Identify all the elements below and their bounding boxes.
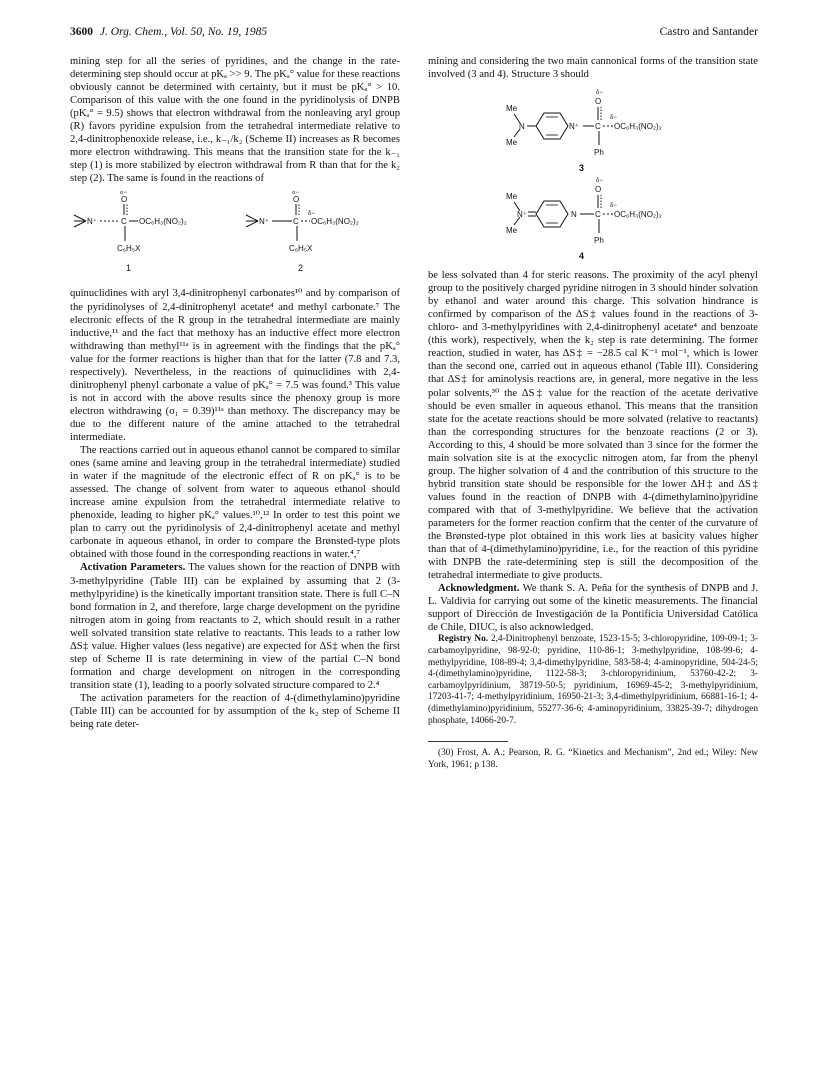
structure-label-4: 4: [579, 251, 585, 262]
s2-delta: δ−: [292, 191, 299, 197]
structure-label-3: 3: [579, 163, 585, 174]
structure-label-1: 1: [126, 263, 132, 274]
s3-delta: δ−: [596, 90, 603, 97]
s2-n: N⁺: [259, 217, 269, 227]
header-left: [70, 26, 267, 38]
section-heading: Activation Parameters.: [80, 562, 186, 574]
s3-o: O: [595, 97, 602, 107]
canonical-forms-3-4: [428, 85, 758, 263]
s3-n: N: [519, 122, 525, 132]
s4-delta-sub: δ−: [610, 203, 617, 210]
s4-nplus: N⁺: [517, 210, 527, 220]
paragraph: quinuclidines with aryl 3,4-dinitrophenyl carbonates¹⁰ and by comparison of the pyridinolyses of 2,4-dinitrophenyl acetate⁴ and methyl carbonate.⁷ The electronic effects of the R group in the tetrahedral intermediate are mainly inductive,¹¹ and the fact that methoxy has an inductive effect more electron withdrawing than methyl¹¹ᵃ is in agreement with the findings that the pKₐ° value for the former reactions is higher than that for the latter (7.8 and 7.3, respectively). Nevertheless, in the reactions of quinuclidines with 2,4-dinitrophenyl phenyl carbonate a value of pKₐ° = 7.5 was found.³ This value is not in accord with the above results since the phenoxy group is more electron withdrawing (σ₁ = 0.39)¹¹ᵃ than methoxy. The discrepancy may be due to the different nature of the amine attached to the tetrahedral intermediate.: [70, 288, 400, 443]
right-column: [428, 55, 758, 771]
page-number: 3600: [70, 26, 93, 38]
ack-heading: Acknowledgment.: [438, 583, 520, 595]
paragraph: The activation parameters for the reaction of 4-(dimethylamino)pyridine (Table III) can be accounted for by assumption of the k₂ step of Scheme II being rate deter-: [70, 692, 400, 731]
s4-o: O: [595, 185, 602, 195]
s2-leaving-group: OC₆H₃(NO₂)₂: [311, 217, 359, 227]
acknowledgment: Acknowledgment. We thank S. A. Peña for the synthesis of DNPB and J. L. Valdivia for carrying out some of the kinetic measurements. The financial support of Dirección de Investigación de la Pontificia Universidad Católica de Chile, DIUC, is also acknowledged.: [428, 583, 758, 634]
structure-label-2: 2: [298, 263, 304, 274]
s4-delta: δ−: [596, 178, 603, 185]
s3-me-top: Me: [506, 104, 518, 114]
s3-me-bottom: Me: [506, 138, 518, 148]
s4-leaving-group: OC₆H₃(NO₂)₂: [614, 210, 662, 220]
structures-1-2: [70, 191, 400, 279]
journal-citation: J. Org. Chem., Vol. 50, No. 19, 1985: [99, 26, 268, 38]
s2-bottom: C₆H₅X: [289, 244, 313, 254]
registry-heading: Registry No.: [438, 634, 489, 645]
s1-bottom: C₆H₅X: [117, 244, 141, 254]
svg-text:C: C: [121, 217, 127, 227]
svg-text:C: C: [595, 122, 601, 132]
s1-o: O: [121, 195, 128, 205]
transition-state-structures-1-2: [70, 191, 400, 279]
paragraph: be less solvated than 4 for steric reasons. The proximity of the acyl phenyl group to the positively charged pyridine nitrogen in 3 should hinder solvation by ethanol and water around this charge. This solvation hindrance is confirmed by comparison of the ΔS‡ values found in the reactions of 3-chloro- and 3-methylpyridines with 2,4-dinitrophenyl acetate⁴ and benzoate (this work), respectively, when the k₂ step is rate determining. The former reaction, studied in water, has ΔS‡ = −28.5 cal K⁻¹ mol⁻¹, which is lower than the second one, carried out in aqueous ethanol (Table III). Considering that ΔS‡ for aminolysis reactions are, in general, more negative in the less polar solvents,³⁰ the ΔS‡ value for the reaction of the acetate derivative should be even smaller in aqueous ethanol. This means that the transition state for the acetate reactions should be more solvated (relative to reactants) than the corresponding structures for the benzoate reactions (2 or 3). According to this, 4 should be more solvated than 3 since for the former the main solvation site is at the exocyclic nitrogen atom, far from the phenyl group. The higher solvation of 4 and the contribution of this structure to the hybrid transition state should be responsible for the lower ΔH‡ and ΔS‡ values found in the reaction of DNPB with 4-(dimethylamino)pyridine compared with that of 3-methylpyridine. We believe that the activation parameters for the former reaction confirm that the center of the curvature of the Brønsted-type plot obtained in this work lies at basicity values higher than that of 4-(dimethylamino)pyridine, i.e., for the reaction of this pyridine with DNPB the rate-determining step is still the decomposition of the tetrahedral intermediate to give products.: [428, 270, 758, 582]
registry-numbers: Registry No. 2,4-Dinitrophenyl benzoate, 1523-15-5; 3-chloropyridine, 109-09-1; 3-carbamoylpyridine, 98-92-0; pyridine, 110-86-1; 3-methylpyridine, 108-99-6; 4-methylpyridine, 108-89-4; 3,4-dimethylpyridine, 583-58-4; 4-aminopyridine, 504-24-5; 4-(dimethylamino)pyridine, 1122-58-3; 3-chloropyridinium, 53760-42-2; 3-carbamoylpyridinium, 38719-50-5; pyridinium, 16969-45-2; 3-methylpyridinium, 17203-41-7; 4-methylpyridinium, 16950-21-3; 3,4-dimethylpyridinium, 66881-16-1; 4-(dimethylamino)pyridinium, 55277-36-6; 4-aminopyridinium, 33825-39-7; dihydrogen phosphate, 14066-20-7.: [428, 634, 758, 726]
s2-delta-sub: δ−: [308, 211, 315, 218]
s3-delta-sub: δ−: [610, 115, 617, 122]
paragraph: mining step for all the series of pyridines, and the change in the rate-determining step should occur at pKₐ >> 9. The pKₐ° value for these reactions obviously cannot be determined with certainty, but it must be pKₐ° > 10. Comparison of this value with the one found in the pyridinolysis of DNPB (pKₐ° = 9.5) shows that electron withdrawal from the nonleaving aryl group (R) favors pyridine expulsion from the tetrahedral intermediate relative to 2,4-dinitrophenoxide release, i.e., k₋₁/k₂ (Scheme II) increases as R becomes more electron withdrawing. This means that the transition state for the k₋₁ step (1) is more stabilized by electron withdrawal from R than that for the k₂ step (2). The same is found in the reactions of: [70, 56, 400, 185]
paragraph: mining and considering the two main cannonical forms of the transition state involved (3 and 4). Structure 3 should: [428, 56, 758, 81]
s4-me-top: Me: [506, 192, 518, 202]
s3-bottom: Ph: [594, 148, 604, 158]
s4-me-bottom: Me: [506, 226, 518, 236]
footnote-divider: [428, 741, 508, 742]
s3-leaving-group: OC₆H₃(NO₂)₂: [614, 122, 662, 132]
s4-n: N: [571, 210, 577, 220]
s1-leaving-group: OC₆H₃(NO₂)₂: [139, 217, 187, 227]
paragraph: The reactions carried out in aqueous ethanol cannot be compared to similar ones (same amine and leaving group in the tetrahedral intermediate) studied in water if the magnitude of the electronic effect of R on pKₐ° is to be assessed. The change of solvent from water to aqueous ethanol should increase amine expulsion from the tetrahedral intermediate relative to phenoxide, leading to higher pKₐ° values.¹⁰,¹² In order to test this point we plan to carry out the pyridinolysis of 2,4-dinitrophenyl acetate and methyl carbonate in aqueous ethanol, in order to compare the Brønsted-type plots obtained with those found in the corresponding reactions in water.⁴,⁷: [70, 445, 400, 561]
header-authors: Castro and Santander: [659, 26, 758, 38]
footnote-30: (30) Frost, A. A.; Pearson, R. G. “Kinetics and Mechanism”, 2nd ed.; Wiley: New York, 1961; p 138.: [428, 748, 758, 770]
s3-nplus: N⁺: [569, 122, 579, 132]
paragraph-activation-parameters: Activation Parameters. The values shown for the reaction of DNPB with 3-methylpyridine (Table III) can be explained by assuming that 2 (3-methylpyridine) is the kinetically important transition state. There is full C–N bond formation in 2, and therefore, large charge development on the pyridine nitrogen atom in going from reactants to 2, which should result in a rather well solvated transition state relative to reactants. This leads to a rather low ΔS‡ value. Higher values (less negative) are expected for ΔS‡ when the first step of Scheme II is rate determining in view of the partial C–N bond formation and charge development on nitrogen in the corresponding transition state (1), leading to a poorly solvated structure compared to 2.⁴: [70, 562, 400, 691]
running-header: [70, 26, 758, 42]
s1-n: N⁺: [87, 217, 97, 227]
s2-o: O: [293, 195, 300, 205]
left-column: [70, 55, 400, 731]
structures-3-4: [428, 85, 758, 263]
s4-bottom: Ph: [594, 236, 604, 246]
svg-text:C: C: [293, 217, 299, 227]
s1-delta: δ−: [120, 191, 127, 197]
svg-text:C: C: [595, 210, 601, 220]
